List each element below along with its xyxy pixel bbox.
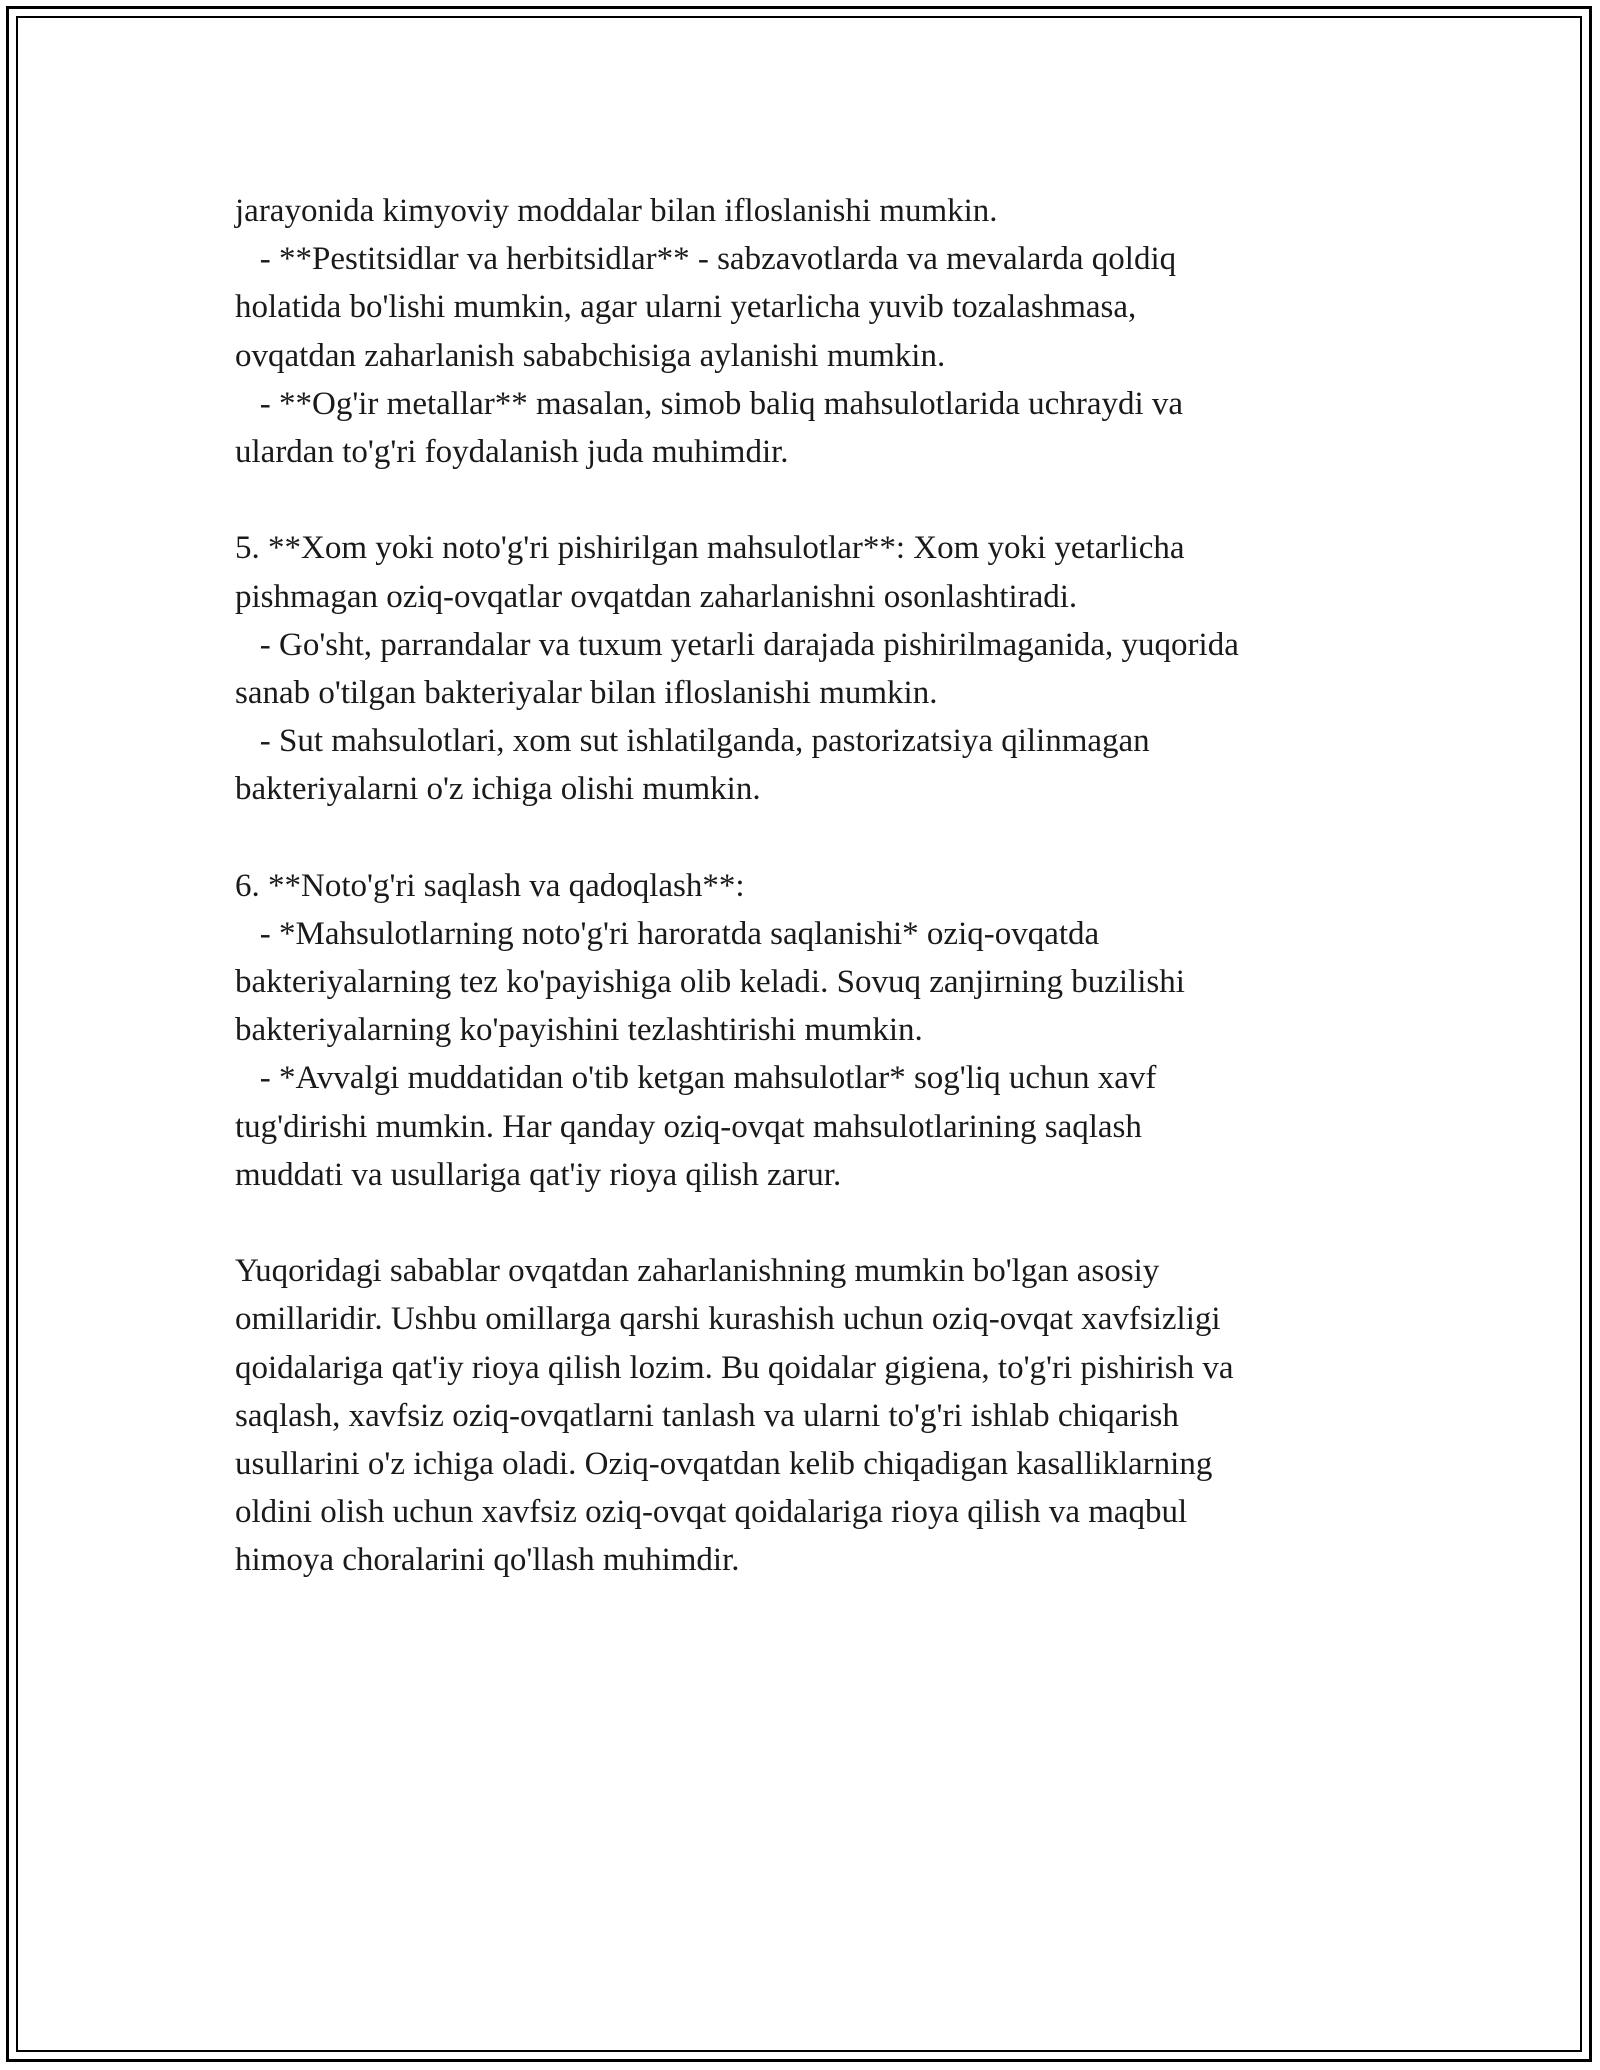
text-line: saqlash, xavfsiz oziq-ovqatlarni tanlash va ularni to'g'ri ishlab chiqarish bbox=[235, 1397, 1179, 1434]
text-line: oldini olish uchun xavfsiz oziq-ovqat qoidalariga rioya qilish va maqbul bbox=[235, 1494, 1188, 1531]
text-line: holatida bo'lishi mumkin, agar ularni yetarlicha yuvib tozalashmasa, bbox=[235, 289, 1137, 326]
text-line: - **Og'ir metallar** masalan, simob baliq mahsulotlarida uchraydi va bbox=[235, 385, 1184, 422]
text-line: - *Mahsulotlarning noto'g'ri haroratda saqlanishi* oziq-ovqatda bbox=[235, 915, 1100, 952]
text-line: jarayonida kimyoviy moddalar bilan ifloslanishi mumkin. bbox=[235, 193, 998, 229]
text-line: usullarini o'z ichiga oladi. Oziq-ovqatdan kelib chiqadigan kasalliklarning bbox=[235, 1445, 1213, 1482]
text-line: muddati va usullariga qat'iy rioya qilish zarur. bbox=[235, 1156, 842, 1193]
text-line: omillaridir. Ushbu omillarga qarshi kurashish uchun oziq-ovqat xavfsizligi bbox=[235, 1301, 1221, 1338]
text-line: sanab o'tilgan bakteriyalar bilan ifloslanishi mumkin. bbox=[235, 674, 938, 711]
paragraph-gap bbox=[235, 1199, 1375, 1247]
text-line: Yuqoridagi sabablar ovqatdan zaharlanishning mumkin bo'lgan asosiy bbox=[235, 1253, 1160, 1290]
paragraph-gap bbox=[235, 813, 1375, 861]
text-line: bakteriyalarning tez ko'payishiga olib keladi. Sovuq zanjirning buzilishi bbox=[235, 964, 1185, 1000]
text-line: bakteriyalarni o'z ichiga olishi mumkin. bbox=[235, 771, 761, 808]
text-line: bakteriyalarning ko'payishini tezlashtirishi mumkin. bbox=[235, 1012, 923, 1049]
paragraph-gap bbox=[235, 476, 1375, 524]
text-line: himoya choralarini qo'llash muhimdir. bbox=[235, 1542, 740, 1579]
text-line: 6. **Noto'g'ri saqlash va qadoqlash**: bbox=[235, 867, 745, 904]
text-line: 5. **Xom yoki noto'g'ri pishirilgan mahsulotlar**: Xom yoki yetarlicha bbox=[235, 530, 1185, 567]
document-body bbox=[235, 187, 1375, 1584]
text-line: - *Avvalgi muddatidan o'tib ketgan mahsulotlar* sog'liq uchun xavf bbox=[235, 1060, 1157, 1097]
text-line: pishmagan oziq-ovqatlar ovqatdan zaharlanishni osonlashtiradi. bbox=[235, 578, 1078, 615]
text-line: ulardan to'g'ri foydalanish juda muhimdir. bbox=[235, 433, 789, 470]
text-line: tug'dirishi mumkin. Har qanday oziq-ovqat mahsulotlarining saqlash bbox=[235, 1108, 1142, 1145]
text-line: ovqatdan zaharlanish sababchisiga aylanishi mumkin. bbox=[235, 337, 946, 374]
text-line: - Go'sht, parrandalar va tuxum yetarli darajada pishirilmaganida, yuqorida bbox=[235, 626, 1239, 663]
text-line: - **Pestitsidlar va herbitsidlar** - sabzavotlarda va mevalarda qoldiq bbox=[235, 241, 1177, 278]
text-line: qoidalariga qat'iy rioya qilish lozim. Bu qoidalar gigiena, to'g'ri pishirish va bbox=[235, 1349, 1234, 1386]
text-line: - Sut mahsulotlari, xom sut ishlatilganda, pastorizatsiya qilinmagan bbox=[235, 723, 1150, 760]
